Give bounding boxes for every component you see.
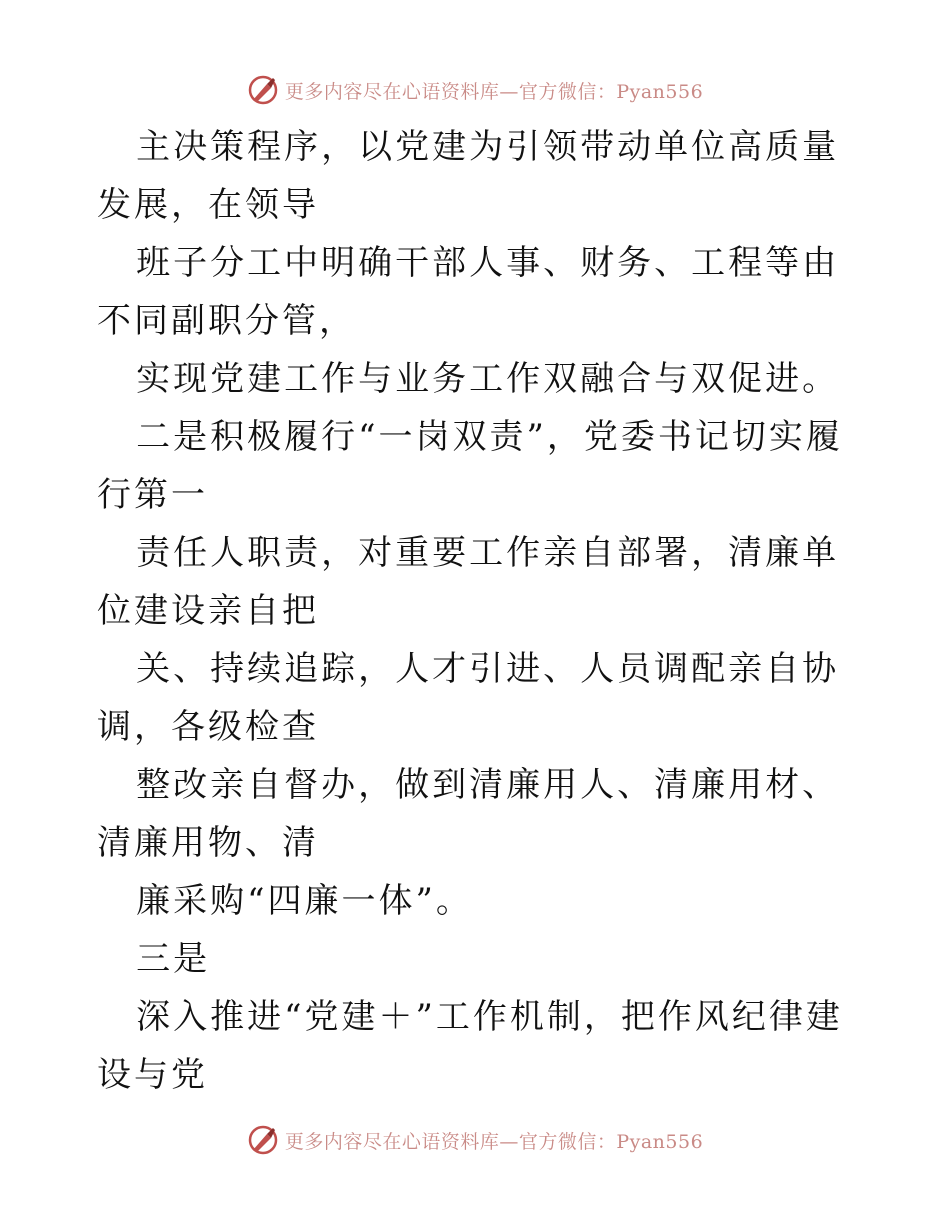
paragraph: 主决策程序，以党建为引领带动单位高质量发展，在领导	[97, 127, 840, 225]
header-watermark-banner	[0, 70, 950, 110]
document-body	[97, 118, 857, 1104]
paragraph: 关、持续追踪，人才引进、人员调配亲自协调，各级检查	[97, 649, 840, 747]
paragraph: 班子分工中明确干部人事、财务、工程等由不同副职分管，	[97, 243, 840, 341]
paragraph: 责任人职责，对重要工作亲自部署，清廉单位建设亲自把	[97, 533, 840, 631]
paragraph: 廉采购“四廉一体”。	[136, 881, 473, 921]
paragraph: 整改亲自督办，做到清廉用人、清廉用材、清廉用物、清	[97, 765, 840, 863]
paragraph: 实现党建工作与业务工作双融合与双促进。	[136, 359, 840, 399]
header-banner-text: 更多内容尽在心语资料库—官方微信：Pyan556	[284, 80, 704, 103]
paragraph: 深入推进“党建＋”工作机制，把作风纪律建设与党	[97, 997, 843, 1095]
footer-watermark-banner	[0, 1120, 950, 1160]
brand-logo-icon	[247, 74, 279, 106]
paragraph: 二是积极履行“一岗双责”，党委书记切实履行第一	[97, 417, 843, 515]
brand-logo-icon	[247, 1124, 279, 1156]
footer-banner-text: 更多内容尽在心语资料库—官方微信：Pyan556	[284, 1130, 704, 1153]
paragraph: 三是	[136, 939, 211, 979]
